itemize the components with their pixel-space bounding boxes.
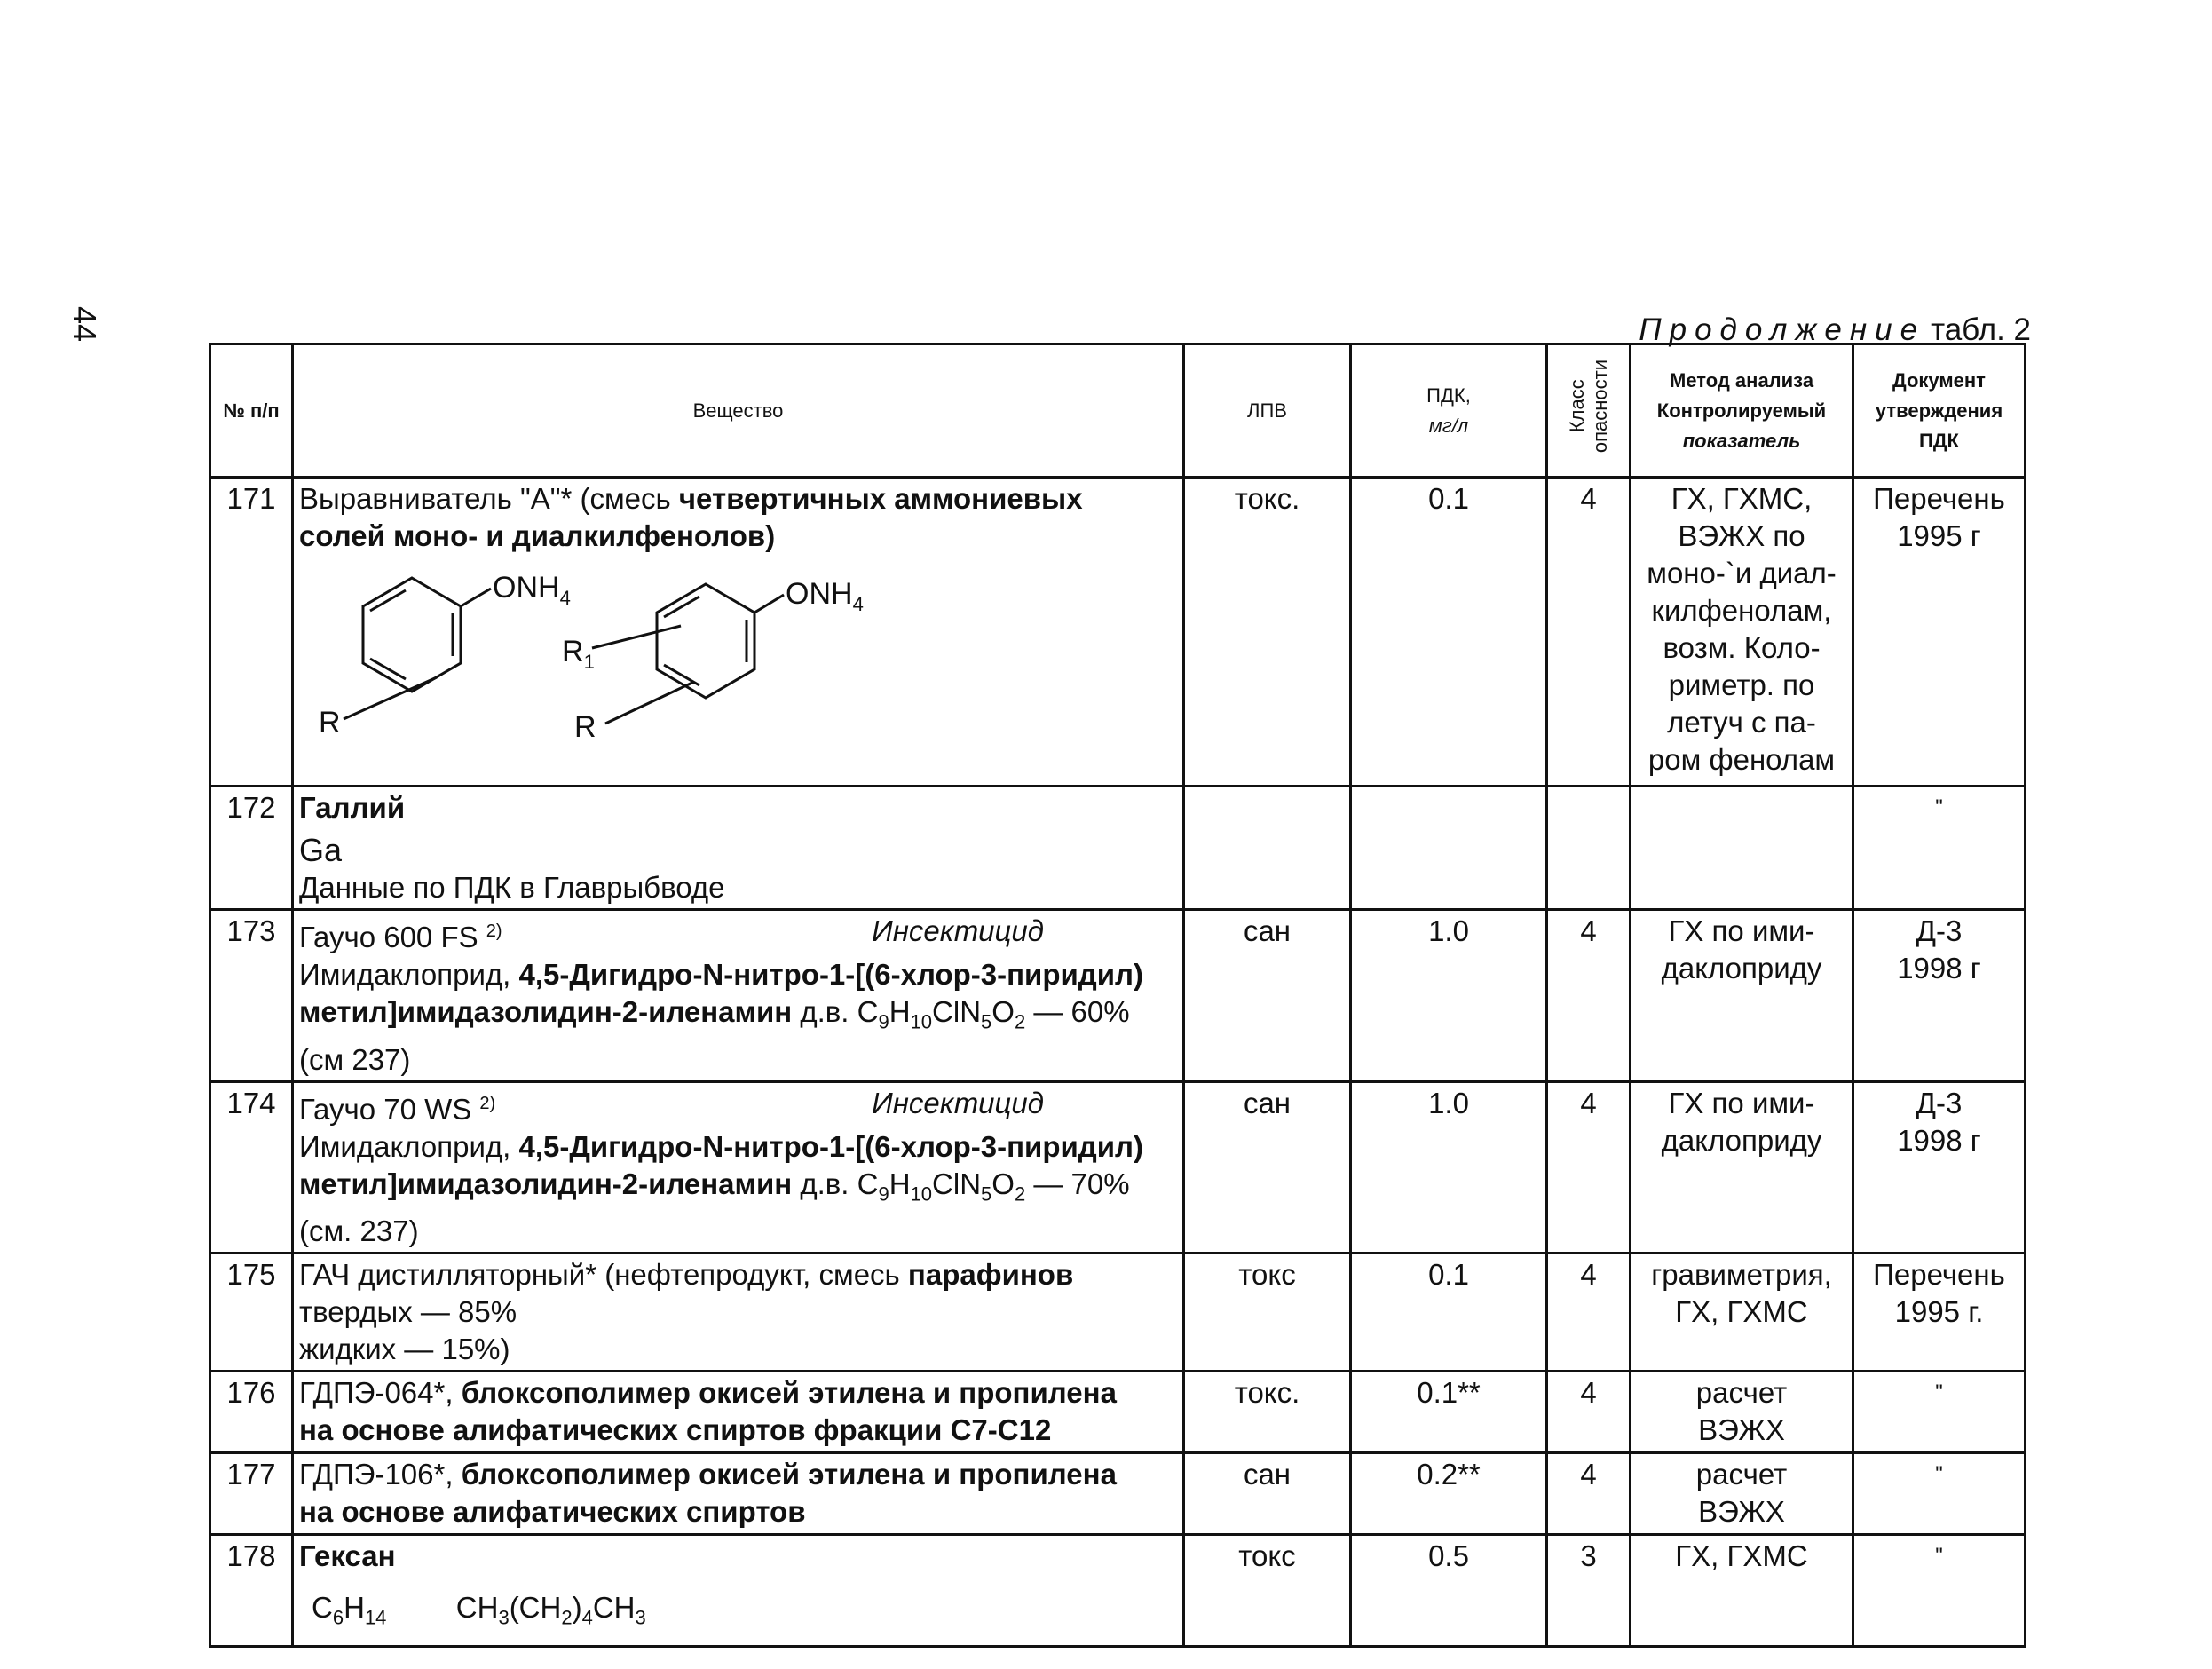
lpv-cell: токс.	[1184, 478, 1351, 787]
substance-line: твердых — 85%	[299, 1295, 517, 1329]
doc-cell: "	[1853, 1453, 2026, 1535]
hazard-cell: 4	[1547, 1453, 1631, 1535]
product-type: Инсектицид	[872, 1086, 1044, 1119]
lpv-cell: токс	[1184, 1535, 1351, 1647]
header-hazard-text: Класс опасности	[1565, 359, 1611, 454]
substance-text-bold: четвертичных аммониевых	[678, 482, 1083, 515]
caption-continuation: Продолжение	[1639, 312, 1926, 347]
method-line: ГХ по ими-	[1668, 914, 1815, 947]
substance-note: Данные по ПДК в Главрыбводе	[299, 871, 725, 904]
doc-cell	[1853, 1254, 2026, 1372]
substance-text: Выравниватель "А"* (смесь	[299, 482, 679, 515]
hazard-cell: 4	[1547, 478, 1631, 787]
header-hazard	[1547, 344, 1631, 478]
method-line: ром фенолам	[1647, 743, 1836, 776]
hazard-cell: 3	[1547, 1535, 1631, 1647]
method-line: даклоприду	[1661, 952, 1822, 985]
substance-line	[299, 480, 1177, 518]
substance-line: на основе алифатических спиртов фракции С7-С12	[299, 1413, 1052, 1447]
substance-line: ГДПЭ-064*, блоксополимер окисей этилена и пропилена	[299, 1376, 1117, 1410]
header-pdk	[1351, 344, 1547, 478]
onh4-label-1: $ONH_4$	[493, 571, 571, 609]
method-line: гравиметрия,	[1651, 1258, 1832, 1292]
method-line: ВЭЖХ	[1698, 1495, 1785, 1529]
hazard-cell: 4	[1547, 1372, 1631, 1453]
pdk-cell	[1351, 787, 1547, 910]
method-line: ГХ, ГХМС	[1675, 1539, 1808, 1573]
page-number: 44	[67, 306, 103, 343]
lpv-cell	[1184, 787, 1351, 910]
substance-cell	[293, 478, 1184, 787]
row-number: 172	[210, 787, 293, 910]
method-cell	[1631, 1081, 1853, 1254]
lpv-cell: сан	[1184, 910, 1351, 1082]
row-number: 177	[210, 1453, 293, 1535]
header-doc	[1853, 344, 2026, 478]
header-doc-line1: Документ	[1892, 368, 1986, 392]
hazard-cell: 4	[1547, 910, 1631, 1082]
header-num: № п/п	[210, 344, 293, 478]
method-line: расчет	[1695, 1376, 1788, 1410]
header-doc-line3: ПДК	[1919, 429, 1959, 452]
method-line: килфенолам,	[1651, 594, 1832, 627]
row-number: 176	[210, 1372, 293, 1453]
row-number: 175	[210, 1254, 293, 1372]
substance-cell	[293, 910, 1184, 1082]
header-method	[1631, 344, 1853, 478]
method-cell	[1631, 1254, 1853, 1372]
header-method-line3: показатель	[1682, 429, 1801, 452]
chemical-formula: Ga	[299, 832, 343, 868]
substance-cell	[293, 1372, 1184, 1453]
header-method-line2: Контролируемый	[1656, 399, 1827, 422]
table-row	[210, 1081, 2026, 1254]
r-label-1: R	[319, 706, 341, 740]
substance-line: Имидаклоприд, 4,5-Дигидро-N-нитро-1-[(6-хлор-3-пиридил)	[299, 958, 1143, 991]
substance-cell	[293, 1254, 1184, 1372]
pdk-cell: 0.1	[1351, 1254, 1547, 1372]
substance-cell	[293, 1453, 1184, 1535]
substance-line: Имидаклоприд, 4,5-Дигидро-N-нитро-1-[(6-хлор-3-пиридил)	[299, 1129, 1143, 1163]
table-row	[210, 1453, 2026, 1535]
r-label-2: R	[574, 710, 596, 744]
table-row	[210, 787, 2026, 910]
row-number: 174	[210, 1081, 293, 1254]
header-doc-line2: утверждения	[1875, 399, 2003, 422]
substance-cell	[293, 1081, 1184, 1254]
method-cell	[1631, 910, 1853, 1082]
header-pdk-line1: ПДК,	[1426, 384, 1471, 407]
pdk-cell: 0.2**	[1351, 1453, 1547, 1535]
structural-formula	[308, 555, 929, 750]
method-line: ГХ, ГХМС	[1675, 1295, 1808, 1329]
substance-line	[299, 913, 1177, 956]
doc-line: 1995 г	[1897, 519, 1981, 552]
doc-line: Д-3	[1916, 1086, 1963, 1119]
header-substance: Вещество	[293, 344, 1184, 478]
substances-table	[209, 343, 2026, 1648]
header-lpv: ЛПВ	[1184, 344, 1351, 478]
product-type: Инсектицид	[872, 914, 1044, 947]
substance-line	[299, 1085, 1177, 1128]
doc-cell: "	[1853, 1535, 2026, 1647]
doc-cell: "	[1853, 1372, 2026, 1453]
pdk-cell: 0.5	[1351, 1535, 1547, 1647]
table-row	[210, 1372, 2026, 1453]
doc-cell	[1853, 478, 2026, 787]
hazard-cell: 4	[1547, 1254, 1631, 1372]
substance-cell	[293, 787, 1184, 910]
row-number: 171	[210, 478, 293, 787]
substance-cell	[293, 1535, 1184, 1647]
method-cell	[1631, 787, 1853, 910]
pdk-cell: 0.1**	[1351, 1372, 1547, 1453]
method-line: ВЭЖХ по	[1678, 519, 1805, 552]
doc-line: 1995 г.	[1894, 1295, 1984, 1329]
method-cell	[1631, 478, 1853, 787]
method-line: даклоприду	[1661, 1123, 1822, 1157]
lpv-cell: сан	[1184, 1081, 1351, 1254]
substance-line: ГАЧ дистилляторный* (нефтепродукт, смесь парафинов	[299, 1258, 1074, 1292]
method-line: риметр. по	[1668, 668, 1815, 701]
method-line: ВЭЖХ	[1698, 1413, 1785, 1447]
substance-line: солей моно- и диалкилфенолов)	[299, 519, 776, 552]
table-header-row	[210, 344, 2026, 478]
doc-line: Перечень	[1873, 1258, 2005, 1292]
method-cell	[1631, 1372, 1853, 1453]
doc-line: 1998 г	[1897, 1123, 1981, 1157]
pdk-cell: 1.0	[1351, 1081, 1547, 1254]
lpv-cell: сан	[1184, 1453, 1351, 1535]
substance-line: метил]имидазолидин-2-иленамин д.в. $С_9Н_{10}СlN_5О_2$ — 60%	[299, 995, 1130, 1033]
method-line: возм. Коло-	[1663, 631, 1821, 664]
chemical-formula: $С_6Н_{14}$ $СН_3(СН_2)_4СН_3$	[312, 1591, 646, 1629]
doc-cell: "	[1853, 787, 2026, 910]
method-line: ГХ по ими-	[1668, 1086, 1815, 1119]
header-pdk-line2: мг/л	[1428, 414, 1469, 437]
substance-line: Галлий	[299, 791, 406, 824]
table-row	[210, 478, 2026, 787]
method-cell	[1631, 1453, 1853, 1535]
doc-cell	[1853, 910, 2026, 1082]
table-row	[210, 1254, 2026, 1372]
substance-line: метил]имидазолидин-2-иленамин д.в. $С_9Н_{10}СlN_5О_2$ — 70%	[299, 1167, 1130, 1206]
doc-line: Перечень	[1873, 482, 2005, 515]
doc-line: Д-3	[1916, 914, 1963, 947]
product-name: Гаучо 70 WS $^{2)}$	[299, 1092, 496, 1126]
method-cell	[1631, 1535, 1853, 1647]
hazard-cell: 4	[1547, 1081, 1631, 1254]
onh4-label-2: $ONH_4$	[786, 577, 864, 615]
pdk-cell: 1.0	[1351, 910, 1547, 1082]
substance-line: на основе алифатических спиртов	[299, 1495, 806, 1529]
method-line: ГХ, ГХМС,	[1671, 482, 1813, 515]
product-name: Гаучо 600 FS $^{2)}$	[299, 921, 502, 953]
substance-line: ГДПЭ-106*, блоксополимер окисей этилена и пропилена	[299, 1458, 1117, 1491]
doc-cell	[1853, 1081, 2026, 1254]
table-row	[210, 910, 2026, 1082]
substance-line: (см 237)	[299, 1042, 411, 1076]
hazard-cell	[1547, 787, 1631, 910]
method-line: моно-`и диал-	[1647, 557, 1837, 589]
substance-line: (см. 237)	[299, 1214, 419, 1248]
method-line: летуч с па-	[1667, 706, 1816, 739]
substance-line: Гексан	[299, 1539, 396, 1573]
pdk-cell: 0.1	[1351, 478, 1547, 787]
substance-line: жидких — 15%)	[299, 1333, 510, 1366]
doc-line: 1998 г	[1897, 952, 1981, 985]
lpv-cell: токс.	[1184, 1372, 1351, 1453]
method-line: расчет	[1695, 1458, 1788, 1491]
caption-table-ref: табл. 2	[1931, 312, 2031, 347]
lpv-cell: токс	[1184, 1254, 1351, 1372]
row-number: 178	[210, 1535, 293, 1647]
table-row	[210, 1535, 2026, 1647]
r1-label: $R_1$	[562, 635, 595, 673]
header-method-line1: Метод анализа	[1669, 368, 1814, 392]
row-number: 173	[210, 910, 293, 1082]
